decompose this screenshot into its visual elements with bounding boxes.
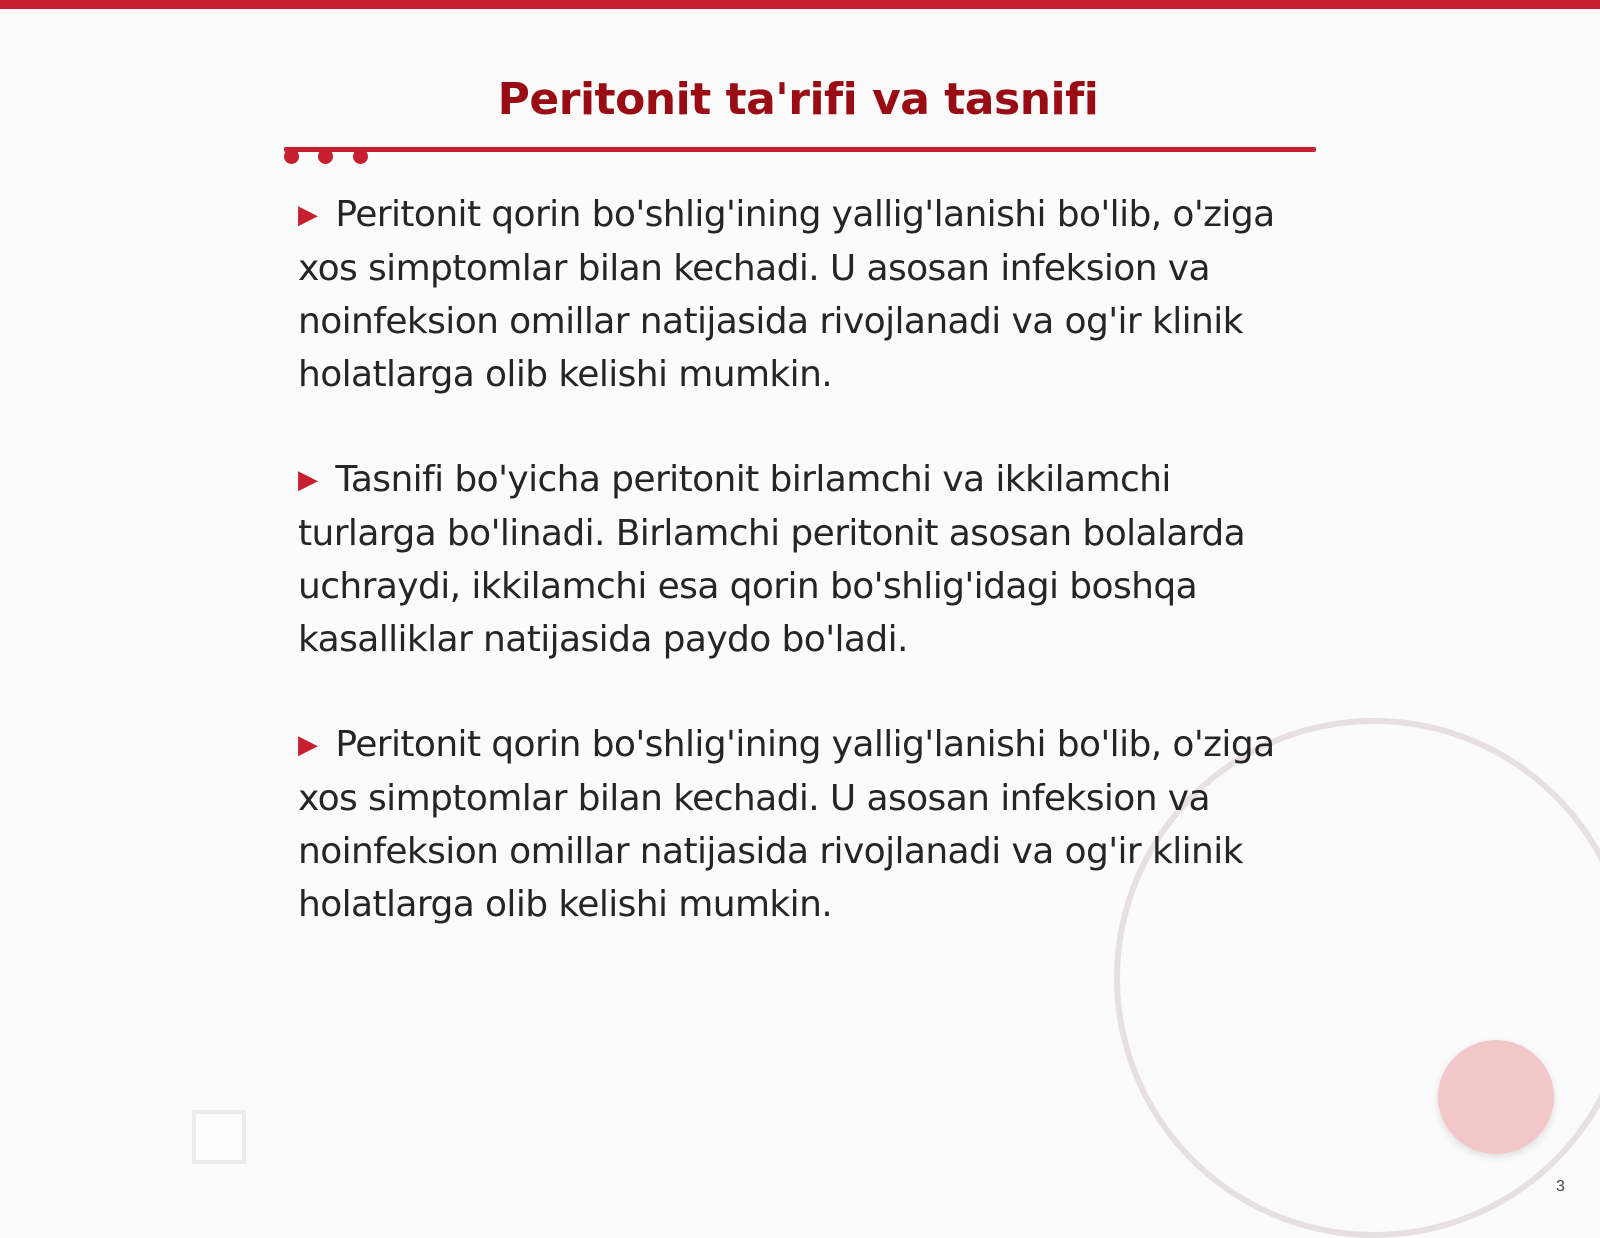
bullet-item-1	[298, 188, 1308, 401]
slide-title: Peritonit ta'rifi va tasnifi	[497, 74, 1099, 125]
page-number: 3	[1556, 1178, 1565, 1195]
top-accent-bar	[0, 0, 1600, 9]
bullet-arrow-icon: ▶	[298, 200, 318, 230]
title-dot-2	[318, 149, 333, 164]
bullet-item-2	[298, 453, 1308, 666]
bullet-text: Peritonit qorin bo'shlig'ining yallig'lanishi bo'lib, o'ziga xos simptomlar bilan kechadi. U asosan infeksion va noinfeksion omillar natijasida rivojlanadi va og'ir klinik holatlarga olib kelishi mumkin.	[298, 194, 1275, 395]
decorative-circle	[1438, 1040, 1554, 1154]
bullet-arrow-icon: ▶	[298, 465, 318, 495]
title-dot-3	[353, 149, 368, 164]
title-dot-1	[284, 149, 299, 164]
slide-content	[298, 188, 1308, 983]
bullet-arrow-icon: ▶	[298, 730, 318, 760]
bullet-text: Tasnifi bo'yicha peritonit birlamchi va ikkilamchi turlarga bo'linadi. Birlamchi peritonit asosan bolalarda uchraydi, ikkilamchi esa qorin bo'shlig'idagi boshqa kasalliklar natijasida paydo bo'ladi.	[298, 459, 1246, 660]
decorative-square	[192, 1110, 246, 1164]
bullet-text: Peritonit qorin bo'shlig'ining yallig'lanishi bo'lib, o'ziga xos simptomlar bilan kechadi. U asosan infeksion va noinfeksion omillar natijasida rivojlanadi va og'ir klinik holatlarga olib kelishi mumkin.	[298, 724, 1275, 925]
bullet-item-3	[298, 718, 1308, 931]
title-underline	[284, 147, 1316, 152]
